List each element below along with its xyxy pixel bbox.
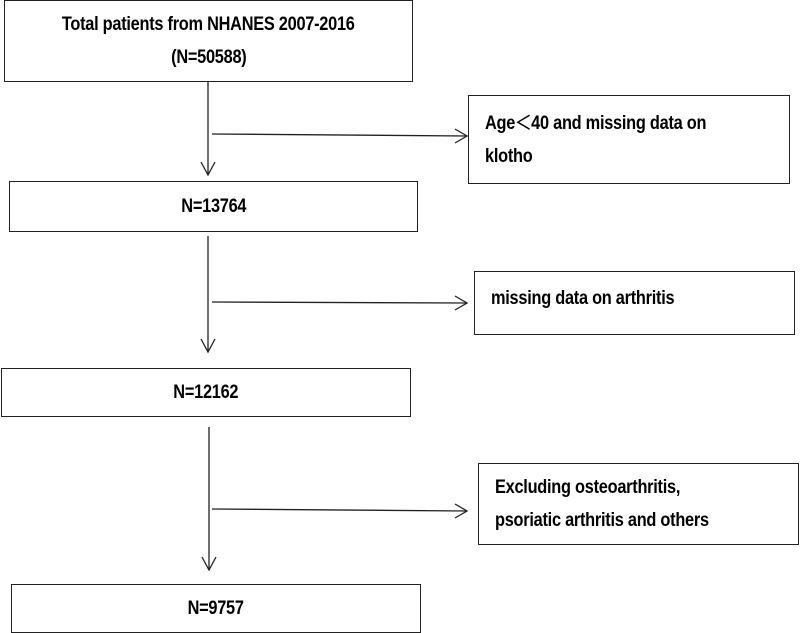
n-13764-label: N=13764: [181, 195, 246, 217]
box-exclusion-age-klotho: [468, 95, 790, 184]
box-n-12162: [1, 368, 411, 417]
n-9757-label: N=9757: [187, 597, 245, 619]
box-n-9757: [11, 584, 421, 633]
exclusion-age-klotho-line2: klotho: [485, 145, 533, 167]
n-12162-label: N=12162: [173, 381, 239, 403]
box-exclusion-other-arthritis: [478, 463, 799, 545]
exclusion-age-klotho-line1: Age＜40 and missing data on: [485, 112, 707, 134]
box-n-13764: [9, 181, 418, 232]
exclusion-other-line1: Excluding osteoarthritis,: [495, 477, 681, 498]
arrow-right-3: [212, 509, 467, 511]
box-exclusion-arthritis: [474, 271, 795, 335]
arrow-right-1: [212, 134, 467, 136]
exclusion-arthritis-label: missing data on arthritis: [491, 288, 675, 309]
exclusion-other-line2: psoriatic arthritis and others: [495, 510, 709, 531]
arrow-right-2: [212, 302, 467, 303]
box-total-patients: [4, 0, 413, 82]
total-patients-count: (N=50588): [170, 47, 247, 68]
total-patients-label: Total patients from NHANES 2007-2016: [62, 14, 355, 35]
